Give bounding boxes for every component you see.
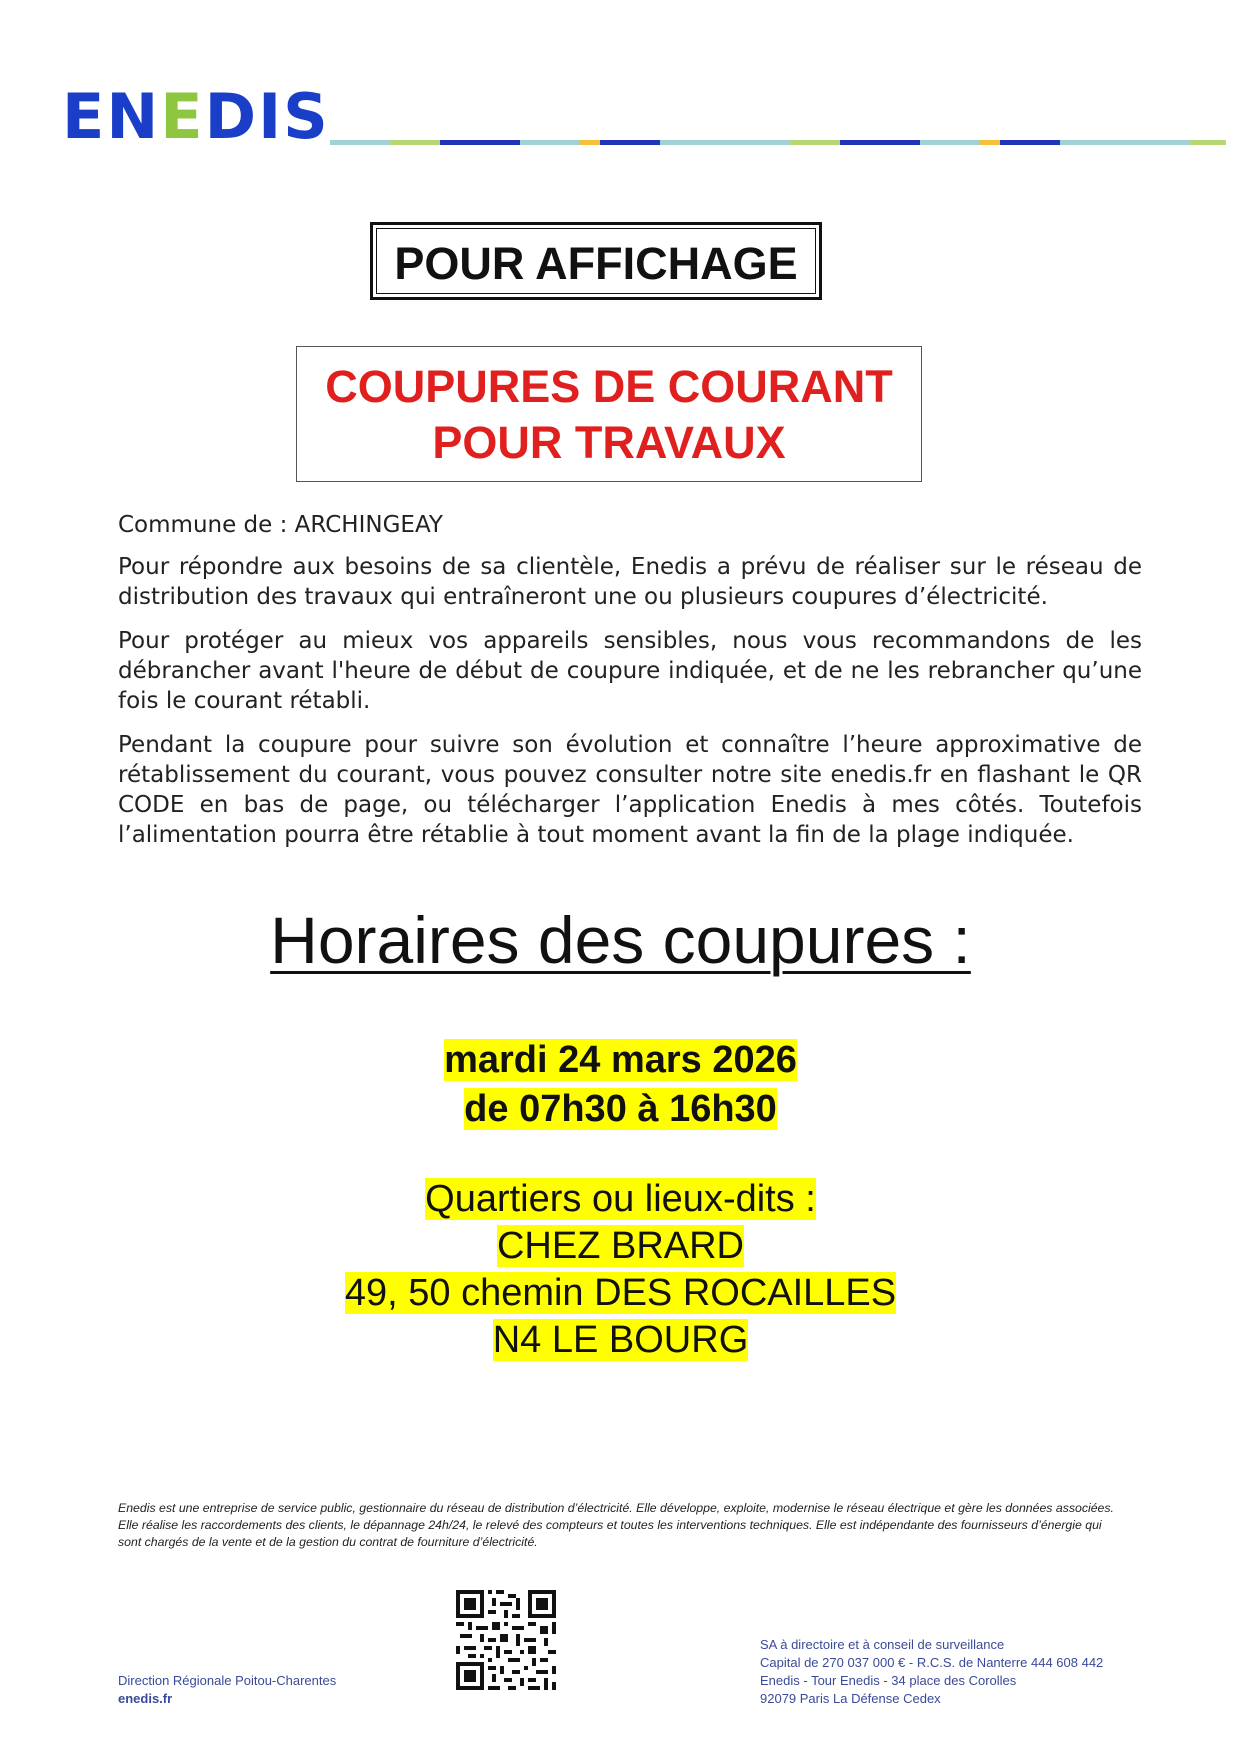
affichage-box	[370, 222, 822, 300]
notice-title-line1: COUPURES DE COURANT	[325, 361, 893, 412]
notice-title-box	[296, 346, 922, 482]
schedule-date-block	[0, 1036, 1241, 1134]
logo-stripe	[330, 140, 1226, 145]
company-line: Enedis - Tour Enedis - 34 place des Corolles	[760, 1673, 1017, 1688]
company-line: SA à directoire et à conseil de surveillance	[760, 1637, 1005, 1652]
places-label: Quartiers ou lieux-dits :	[425, 1178, 816, 1220]
footer-direction-block	[118, 1672, 336, 1708]
company-line: 92079 Paris La Défense Cedex	[760, 1691, 941, 1706]
paragraph-evolution: Pendant la coupure pour suivre son évolution et connaître l’heure approximative de rétablissement du courant, vous pouvez consulter notre site enedis.fr en flashant le QR CODE en bas de page, ou télécharger l’application Enedis à mes côtés. Toutefois l’alimentation pourra être rétablie à tout moment avant la fin de la plage indiquée.	[118, 732, 1142, 848]
enedis-logo	[62, 80, 330, 153]
company-line: Capital de 270 037 000 € - R.C.S. de Nanterre 444 608 442	[760, 1655, 1104, 1670]
schedule-date: mardi 24 mars 2026	[444, 1039, 797, 1081]
place-item: 49, 50 chemin DES ROCAILLES	[344, 1272, 897, 1314]
website-link[interactable]: enedis.fr	[118, 1691, 173, 1706]
qr-code-icon[interactable]	[456, 1590, 556, 1690]
places-block	[0, 1176, 1241, 1364]
schedule-title: Horaires des coupures :	[270, 903, 971, 977]
schedule-time: de 07h30 à 16h30	[464, 1088, 777, 1130]
paragraph-appareils: Pour protéger au mieux vos appareils sensibles, nous vous recommandons de les débrancher avant l'heure de début de coupure indiquée, et de ne les rebrancher qu’une fois le courant rétabli.	[118, 628, 1142, 714]
direction-label: Direction Régionale Poitou-Charentes	[118, 1673, 337, 1688]
commune-line: Commune de : ARCHINGEAY	[118, 512, 443, 538]
legal-notice: Enedis est une entreprise de service public, gestionnaire du réseau de distribution d’électricité. Elle développe, exploite, modernise le réseau électrique et gère les données associées. Elle réalise les raccordements des clients, le dépannage 24h/24, le relevé des compteurs et toutes les interventions techniques. Elle est indépendante des fournisseurs d’énergie qui sont chargés de la vente et de la gestion du contrat de fourniture d’électricité.	[118, 1501, 1114, 1549]
paragraph-clientele: Pour répondre aux besoins de sa clientèle, Enedis a prévu de réaliser sur le réseau de distribution des travaux qui entraîneront une ou plusieurs coupures d’électricité.	[118, 554, 1142, 610]
notice-title-line2: POUR TRAVAUX	[432, 417, 786, 468]
footer-company-block	[760, 1636, 1103, 1708]
place-item: N4 LE BOURG	[492, 1319, 749, 1361]
affichage-label: POUR AFFICHAGE	[394, 238, 798, 289]
place-item: CHEZ BRARD	[496, 1225, 745, 1267]
logo-text: ENEDIS	[62, 80, 330, 153]
schedule-heading	[0, 902, 1241, 978]
